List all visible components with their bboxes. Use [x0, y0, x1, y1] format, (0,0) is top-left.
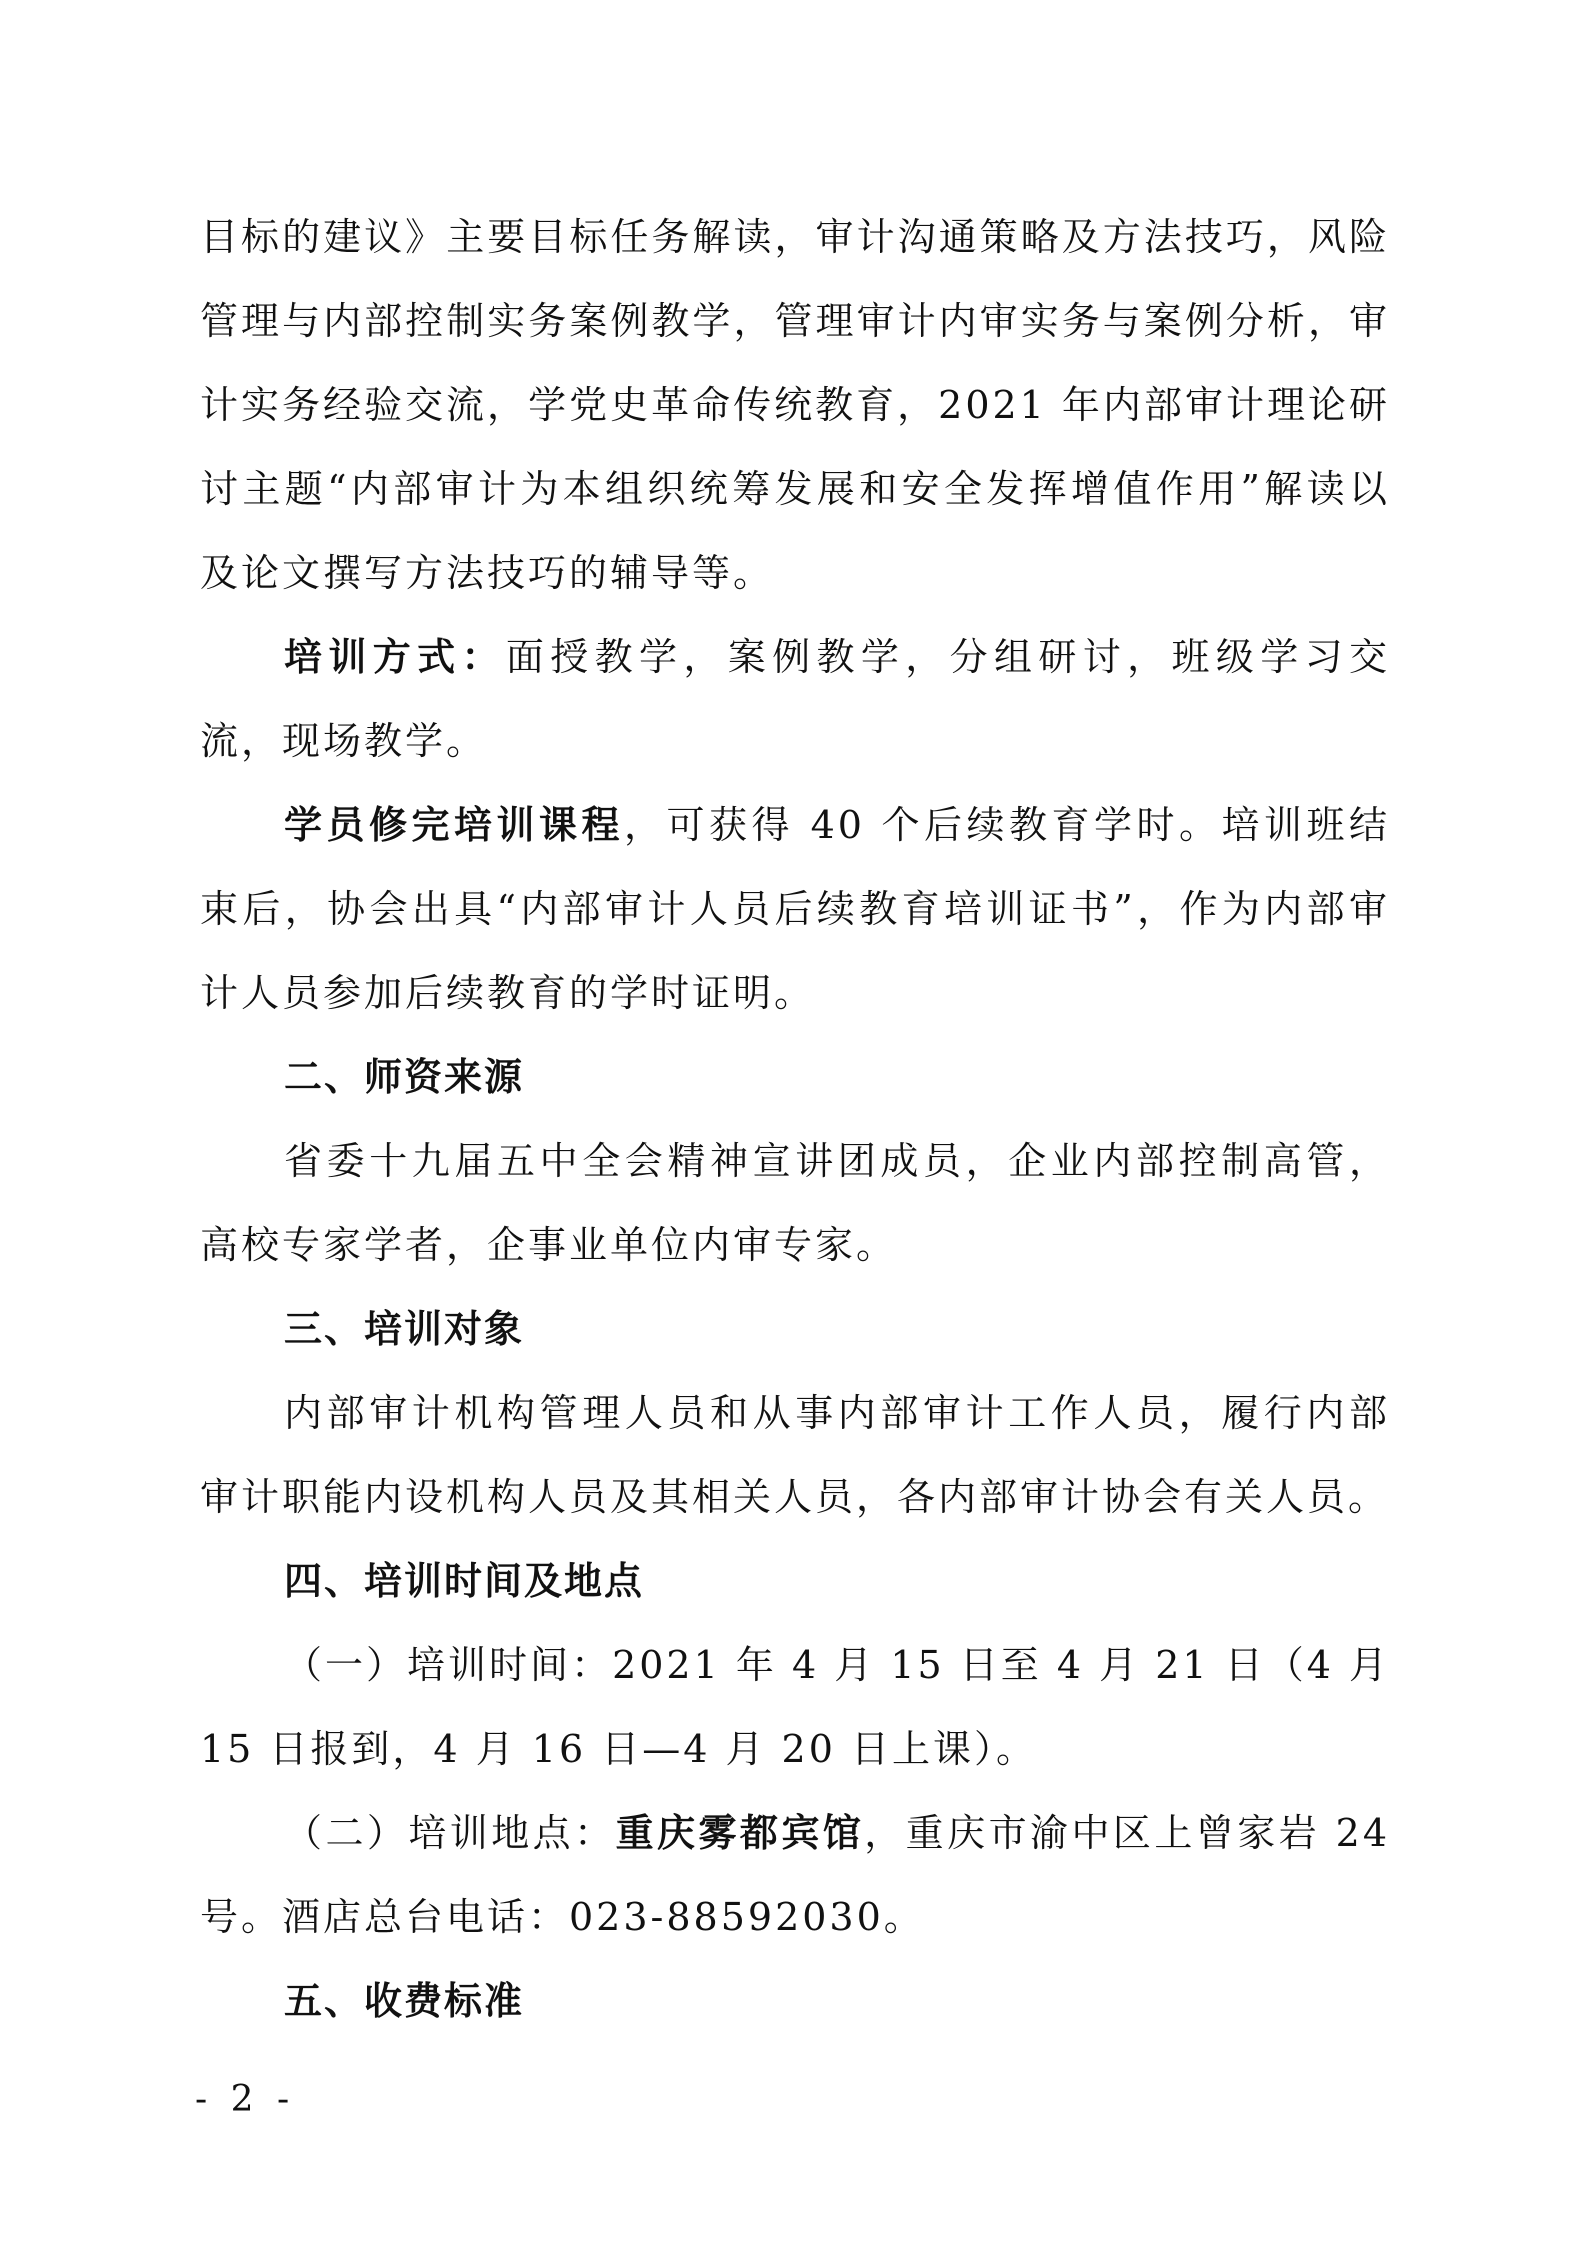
heading-fee-standard: 五、收费标准	[284, 1979, 525, 2023]
heading-time-location: 四、培训时间及地点	[284, 1559, 645, 1603]
course-credit-text: ，可获得 40 个后续教育学时。培训班结束后，协会出具“内部审计人员后续教育培训证书”，作为内部审计人员参加后续教育的学时证明。	[200, 803, 1390, 1015]
paragraph-training-time: （一）培训时间：2021 年 4 月 15 日至 4 月 21 日（4 月 15 日报到，4 月 16 日—4 月 20 日上课）。	[200, 1643, 1390, 1771]
paragraph-training-content: 目标的建议》主要目标任务解读，审计沟通策略及方法技巧，风险管理与内部控制实务案例教学，管理审计内审实务与案例分析，审计实务经验交流，学党史革命传统教育，2021 年内部审计理论研讨主题“内部审计为本组织统筹发展和安全发挥增值作用”解读以及论文撰写方法技巧的辅导等。	[200, 215, 1390, 595]
paragraph-training-location	[200, 1791, 1390, 1959]
paragraph-training-method	[200, 615, 1390, 783]
course-credit-label: 学员修完培训课程	[284, 803, 624, 847]
document-body	[200, 195, 1390, 2043]
page-number: - 2 -	[195, 2079, 296, 2120]
training-location-address: ，重庆市渝中区上曾家岩 24 号。酒店总台电话：023-88592030。	[200, 1811, 1390, 1939]
training-location-label: （二）培训地点：	[284, 1811, 616, 1855]
hotel-name: 重庆雾都宾馆	[615, 1811, 865, 1855]
paragraph-training-target: 内部审计机构管理人员和从事内部审计工作人员，履行内部审计职能内设机构人员及其相关人员，各内部审计协会有关人员。	[200, 1391, 1390, 1519]
training-method-text: 面授教学，案例教学，分组研讨，班级学习交流，现场教学。	[200, 635, 1390, 763]
training-method-label: 培训方式：	[284, 635, 506, 679]
heading-faculty-source: 二、师资来源	[284, 1055, 525, 1099]
paragraph-faculty-source: 省委十九届五中全会精神宣讲团成员，企业内部控制高管，高校专家学者，企事业单位内审专家。	[200, 1139, 1390, 1267]
heading-training-target: 三、培训对象	[284, 1307, 525, 1351]
paragraph-course-credit	[200, 783, 1390, 1035]
